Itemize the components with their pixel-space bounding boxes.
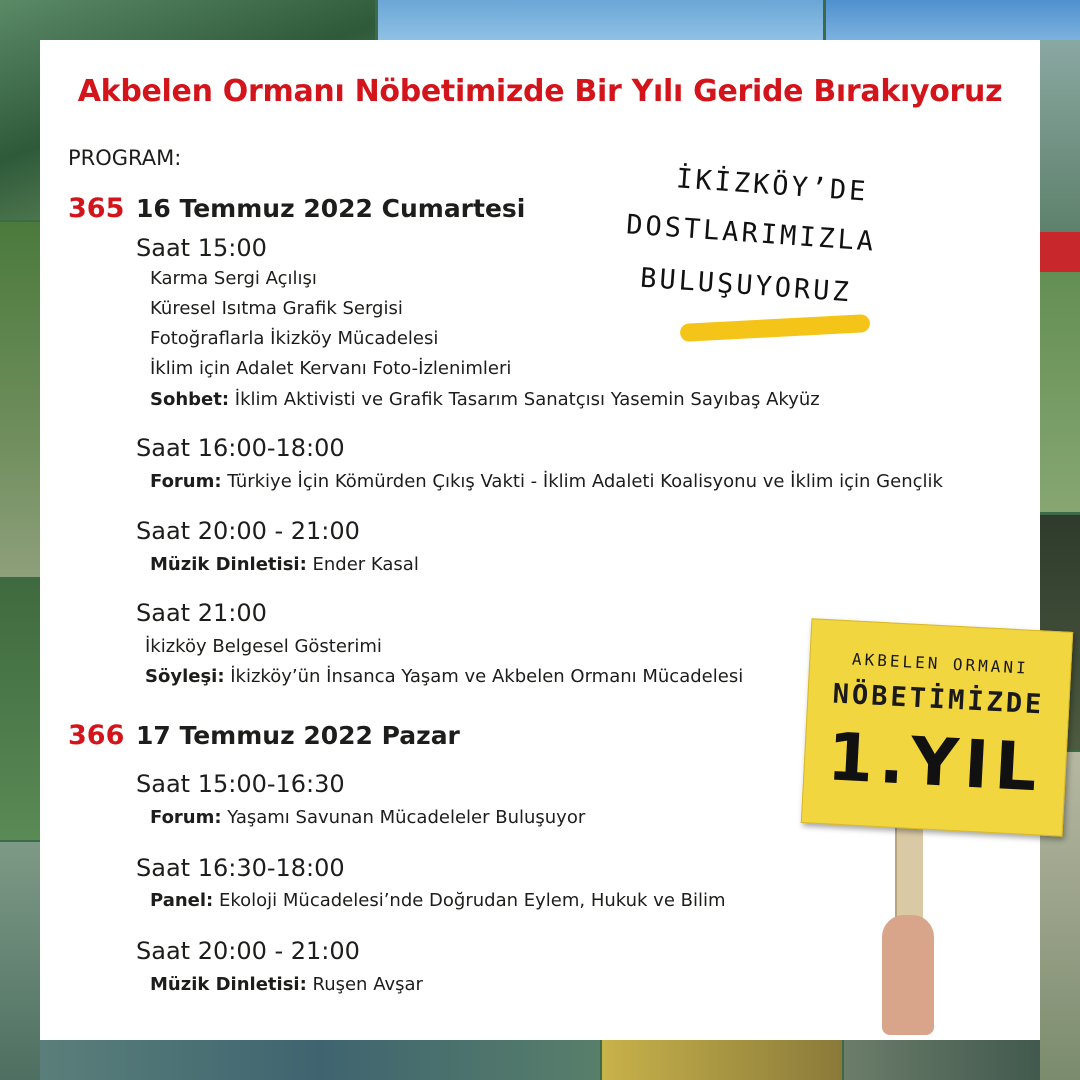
field-photo	[1040, 242, 1080, 512]
slot-line: İkizköy Belgesel Gösterimi	[145, 636, 382, 657]
slot-time: Saat 16:00-18:00	[136, 434, 345, 462]
placard-line: NÖBETİMİZDE	[831, 678, 1046, 721]
protest-photo	[0, 222, 40, 577]
slot-line: Fotoğraflarla İkizköy Mücadelesi	[150, 328, 439, 349]
slot-detail	[150, 471, 943, 492]
handwritten-line: İKİZKÖY’DE	[675, 163, 870, 208]
sky-photo	[378, 0, 823, 40]
camp-photo	[602, 1040, 842, 1080]
slot-detail	[150, 807, 585, 828]
slot-detail	[150, 890, 726, 911]
detail-text: Ruşen Avşar	[306, 974, 423, 995]
detail-text: Yaşamı Savunan Mücadeleler Buluşuyor	[221, 807, 586, 828]
detail-label: Forum:	[150, 471, 222, 492]
detail-text: İkizköy’ün İnsanca Yaşam ve Akbelen Ormanı Mücadelesi	[224, 666, 744, 687]
slot-line: İklim için Adalet Kervanı Foto-İzlenimleri	[150, 358, 512, 379]
forest-photo	[844, 1040, 1040, 1080]
yellow-placard	[801, 618, 1073, 836]
slot-time: Saat 15:00	[136, 234, 267, 262]
slot-line: Küresel Isıtma Grafik Sergisi	[150, 298, 403, 319]
slot-detail	[150, 389, 820, 410]
detail-text: Ekoloji Mücadelesi’nde Doğrudan Eylem, Hukuk ve Bilim	[213, 890, 726, 911]
placard-line: 1.YIL	[825, 718, 1045, 807]
forest-photo	[40, 1040, 600, 1080]
day-number: 366	[68, 720, 125, 751]
protest-photo	[0, 580, 40, 840]
slot-time: Saat 16:30-18:00	[136, 854, 345, 882]
page-title: Akbelen Ormanı Nöbetimizde Bir Yılı Geride Bırakıyoruz	[77, 74, 1003, 109]
handwritten-line: BULUŞUYORUZ	[639, 262, 853, 309]
day-title: 16 Temmuz 2022 Cumartesi	[136, 194, 526, 223]
detail-text: Türkiye İçin Kömürden Çıkış Vakti - İklim Adaleti Koalisyonu ve İklim için Gençlik	[221, 471, 943, 492]
day-number: 365	[68, 193, 125, 224]
camp-photo	[0, 842, 40, 1080]
detail-text: Ender Kasal	[306, 554, 419, 575]
placard-line: AKBELEN ORMANI	[851, 649, 1030, 678]
slot-detail	[150, 554, 419, 575]
slot-detail	[150, 974, 423, 995]
slot-time: Saat 21:00	[136, 599, 267, 627]
slot-time: Saat 20:00 - 21:00	[136, 517, 360, 545]
detail-text: İklim Aktivisti ve Grafik Tasarım Sanatçısı Yasemin Sayıbaş Akyüz	[229, 389, 820, 410]
sky-photo	[826, 0, 1080, 40]
detail-label: Forum:	[150, 807, 222, 828]
banner-photo	[1040, 232, 1080, 272]
detail-label: Söyleşi:	[145, 666, 225, 687]
detail-label: Sohbet:	[150, 389, 230, 410]
slot-detail	[145, 666, 743, 687]
slot-line: Karma Sergi Açılışı	[150, 268, 317, 289]
detail-label: Panel:	[150, 890, 214, 911]
slot-time: Saat 20:00 - 21:00	[136, 937, 360, 965]
program-label: PROGRAM:	[68, 146, 182, 170]
people-photo	[1040, 40, 1080, 240]
handwritten-line: DOSTLARIMIZLA	[625, 209, 878, 258]
detail-label: Müzik Dinletisi:	[150, 554, 307, 575]
hand-holding-placard	[882, 915, 934, 1035]
slot-time: Saat 15:00-16:30	[136, 770, 345, 798]
day-title: 17 Temmuz 2022 Pazar	[136, 721, 460, 750]
detail-label: Müzik Dinletisi:	[150, 974, 307, 995]
